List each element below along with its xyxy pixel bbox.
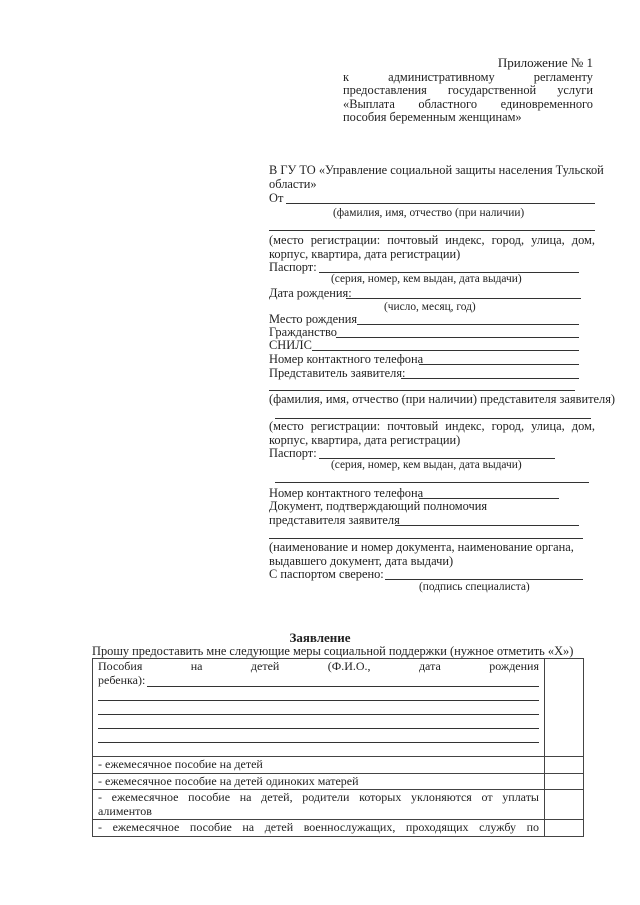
representative-doc-hint: выдавшего документ, дата выдачи) <box>269 554 454 568</box>
statement-subtitle: Прошу предоставить мне следующие меры социальной поддержки (нужное отметить «Х») <box>92 644 574 658</box>
checkbox-cell[interactable] <box>545 659 584 757</box>
child-benefit-label: ребенка): <box>98 672 146 687</box>
table-row <box>93 757 584 774</box>
child-name-field[interactable] <box>98 716 539 729</box>
child-name-field[interactable] <box>98 688 539 701</box>
representative-passport-hint: (серия, номер, кем выдан, дата выдачи) <box>331 459 522 471</box>
checkbox-cell[interactable] <box>545 757 584 774</box>
representative-doc-field[interactable] <box>395 525 579 526</box>
appendix-line: предоставления государственной услуги <box>343 83 593 98</box>
appendix-header <box>343 56 593 125</box>
birthdate-label: Дата рождения: <box>269 286 352 300</box>
representative-doc-label: Документ, подтверждающий полномочия <box>269 499 488 513</box>
statement-title: Заявление <box>289 630 351 645</box>
citizenship-label: Гражданство <box>269 325 337 339</box>
phone-label: Номер контактного телефона <box>269 352 424 366</box>
representative-passport-label: Паспорт: <box>269 446 317 460</box>
from-label: От <box>269 191 284 205</box>
address-hint: (место регистрации: почтовый индекс, город, улица, дом, <box>269 233 595 247</box>
table-row <box>93 790 584 820</box>
address-field[interactable] <box>269 230 595 231</box>
representative-phone-label: Номер контактного телефона <box>269 486 424 500</box>
representative-address-hint: корпус, квартира, дата регистрации) <box>269 433 461 447</box>
appendix-title: Приложение № 1 <box>497 55 593 70</box>
option-text: алиментов <box>98 803 152 818</box>
table-row <box>93 659 584 757</box>
citizenship-field[interactable] <box>336 337 579 338</box>
representative-address-hint: (место регистрации: почтовый индекс, город, улица, дом, <box>269 419 595 433</box>
option-cell <box>93 790 545 820</box>
representative-label: Представитель заявителя: <box>269 366 406 380</box>
appendix-line: к административному регламенту <box>343 69 593 84</box>
passport-label: Паспорт: <box>269 260 317 274</box>
passport-hint: (серия, номер, кем выдан, дата выдачи) <box>331 273 522 285</box>
child-name-field[interactable] <box>147 674 539 687</box>
birthplace-label: Место рождения <box>269 312 358 326</box>
child-benefit-label: Пособия на детей (Ф.И.О., дата рождения <box>98 659 539 673</box>
child-benefit-cell <box>93 659 545 757</box>
representative-name-hint: (фамилия, имя, отчество (при наличии) представителя заявителя) <box>269 392 616 406</box>
child-name-field[interactable] <box>98 730 539 743</box>
recipient-line: области» <box>269 177 317 191</box>
checkbox-cell[interactable] <box>545 820 584 837</box>
option-text: - ежемесячное пособие на детей, родители которых уклоняются от уплаты <box>98 790 539 804</box>
option-cell: - ежемесячное пособие на детей <box>93 757 545 774</box>
child-name-line <box>98 674 539 688</box>
child-name-field[interactable] <box>98 702 539 715</box>
checkbox-cell[interactable] <box>545 773 584 790</box>
representative-doc-extra-field[interactable] <box>269 538 583 539</box>
table-row <box>93 820 584 837</box>
snils-label: СНИЛС <box>269 338 312 352</box>
representative-name-field[interactable] <box>269 390 575 391</box>
table-row <box>93 773 584 790</box>
representative-field[interactable] <box>401 378 579 379</box>
snils-field[interactable] <box>312 350 579 351</box>
checkbox-cell[interactable] <box>545 790 584 820</box>
appendix-line: «Выплата областного единовременного <box>343 96 593 111</box>
representative-doc-hint: (наименование и номер документа, наименование органа, <box>269 540 574 554</box>
appendix-line: пособия беременным женщинам» <box>343 110 522 125</box>
representative-doc-label: представителя заявителя <box>269 513 400 527</box>
from-field[interactable] <box>286 203 595 204</box>
representative-passport-extra-field[interactable] <box>275 482 589 483</box>
birthdate-field[interactable] <box>346 298 581 299</box>
from-hint: (фамилия, имя, отчество (при наличии) <box>333 207 525 219</box>
recipient-line: В ГУ ТО «Управление социальной защиты населения Тульской <box>269 163 604 177</box>
verified-hint: (подпись специалиста) <box>419 581 530 593</box>
verified-label: С паспортом сверено: <box>269 567 384 581</box>
option-cell: - ежемесячное пособие на детей военнослужащих, проходящих службу по <box>93 820 545 837</box>
birthdate-hint: (число, месяц, год) <box>384 301 476 313</box>
support-options-table <box>92 658 584 837</box>
address-hint: корпус, квартира, дата регистрации) <box>269 247 461 261</box>
option-cell: - ежемесячное пособие на детей одиноких матерей <box>93 773 545 790</box>
phone-field[interactable] <box>419 364 579 365</box>
birthplace-field[interactable] <box>357 324 579 325</box>
